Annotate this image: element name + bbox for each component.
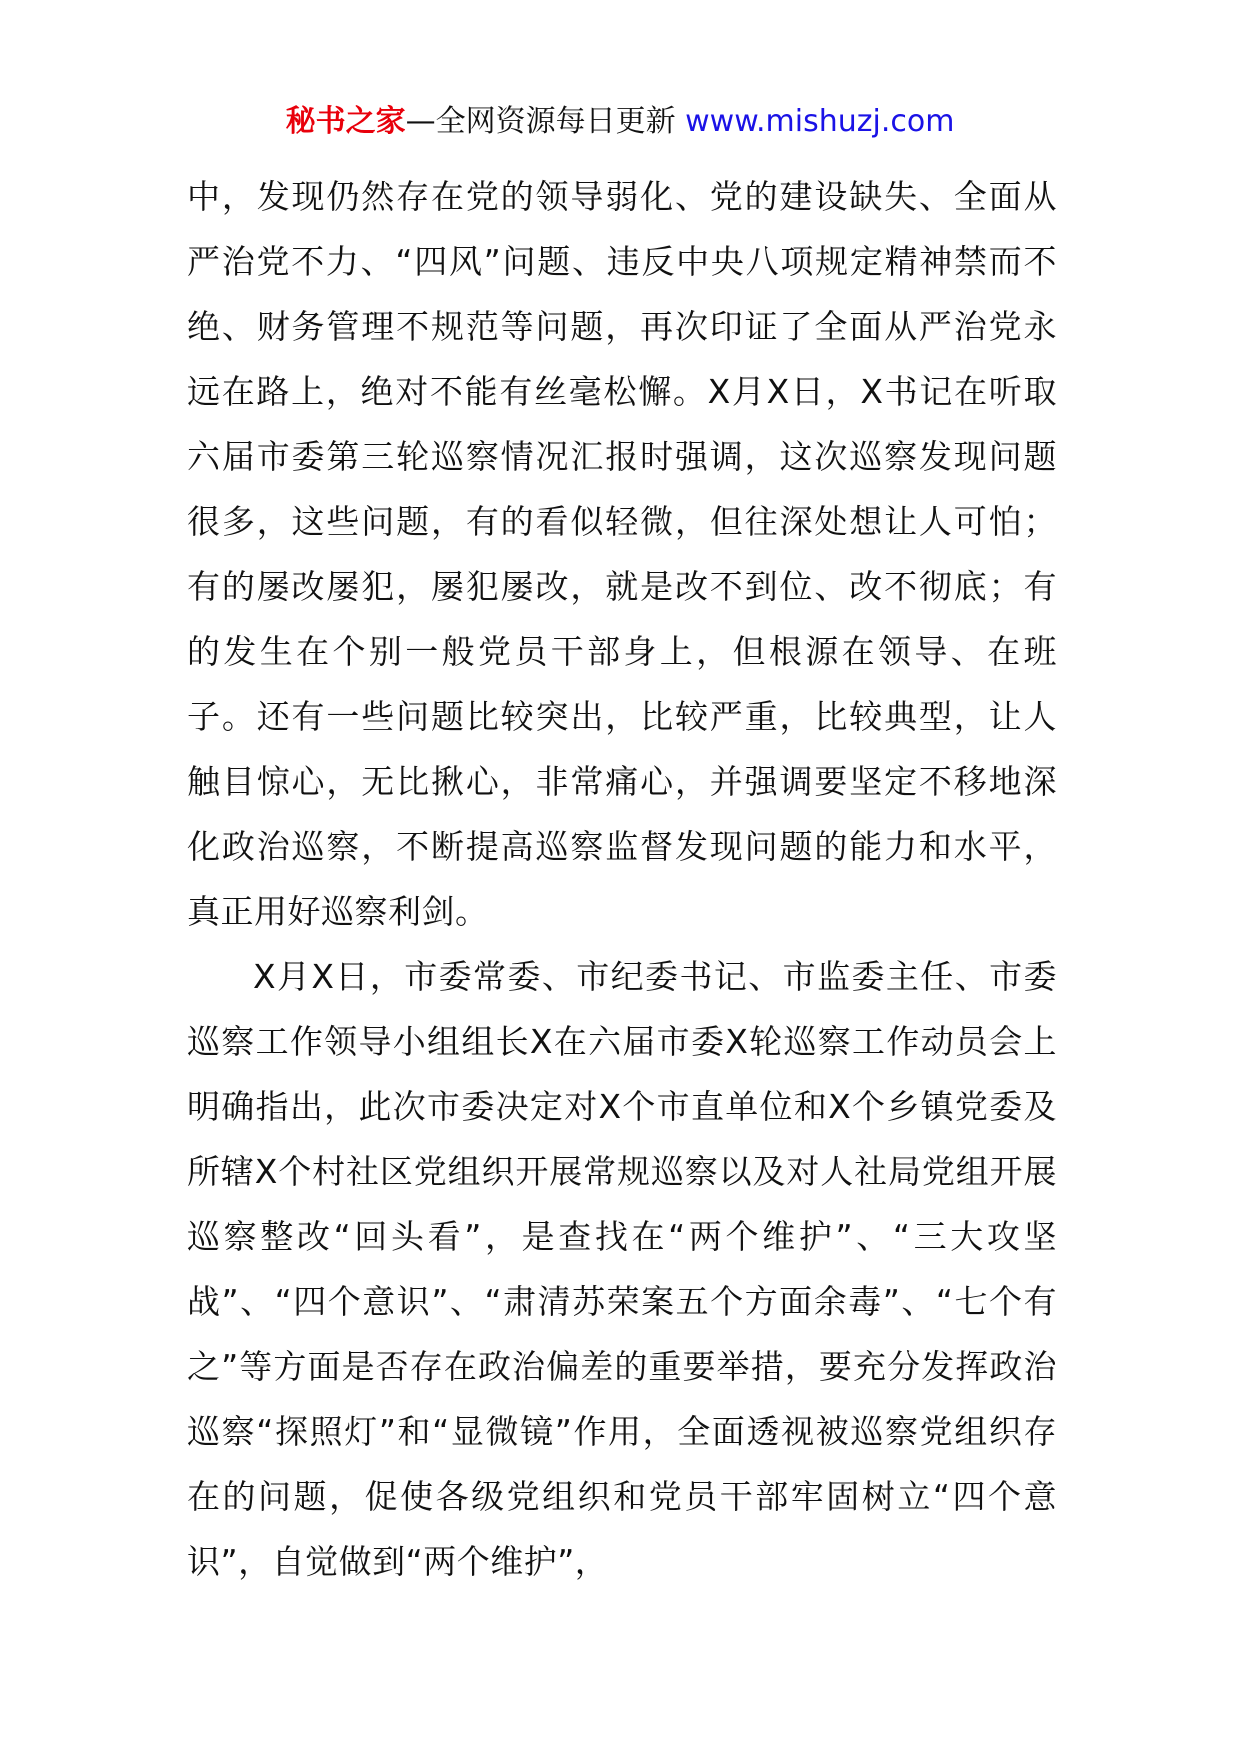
header-tagline: —全网资源每日更新: [405, 104, 686, 139]
document-body: [187, 164, 1057, 1594]
brand-name: 秘书之家: [285, 104, 406, 139]
site-url-link[interactable]: www.mishuzj.com: [685, 104, 955, 139]
paragraph: X月X日，市委常委、市纪委书记、市监委主任、市委巡察工作领导小组组长X在六届市委X轮巡察工作动员会上明确指出，此次市委决定对X个市直单位和X个乡镇党委及所辖X个村社区党组织开展常规巡察以及对人社局党组开展巡察整改“回头看”，是查找在“两个维护”、“三大攻坚战”、“四个意识”、“肃清苏荣案五个方面余毒”、“七个有之”等方面是否存在政治偏差的重要举措，要充分发挥政治巡察“探照灯”和“显微镜”作用，全面透视被巡察党组织存在的问题，促使各级党组织和党员干部牢固树立“四个意识”，自觉做到“两个维护”，: [187, 957, 1057, 1581]
paragraph-continued: 中，发现仍然存在党的领导弱化、党的建设缺失、全面从严治党不力、“四风”问题、违反中央八项规定精神禁而不绝、财务管理不规范等问题，再次印证了全面从严治党永远在路上，绝对不能有丝毫松懈。X月X日，X书记在听取六届市委第三轮巡察情况汇报时强调，这次巡察发现问题很多，这些问题，有的看似轻微，但往深处想让人可怕；有的屡改屡犯，屡犯屡改，就是改不到位、改不彻底；有的发生在个别一般党员干部身上，但根源在领导、在班子。还有一些问题比较突出，比较严重，比较典型，让人触目惊心，无比揪心，非常痛心，并强调要坚定不移地深化政治巡察，不断提高巡察监督发现问题的能力和水平，真正用好巡察利剑。: [187, 177, 1057, 931]
page-header: [0, 100, 1240, 144]
